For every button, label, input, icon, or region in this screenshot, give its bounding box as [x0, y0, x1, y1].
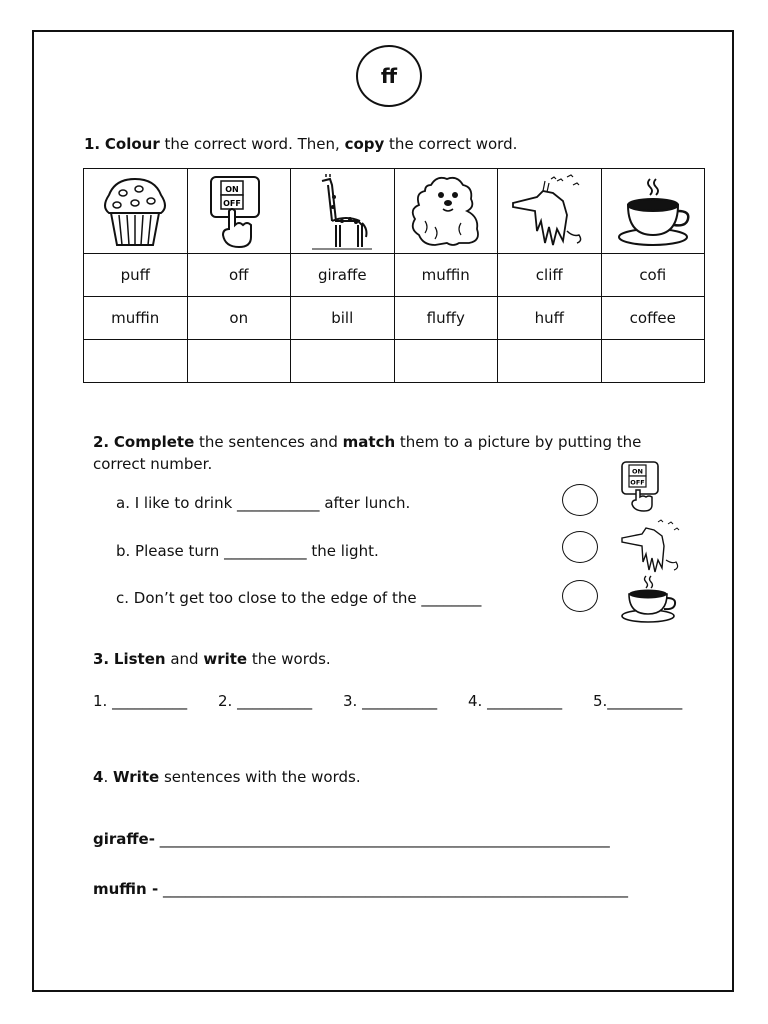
- sentence-line-giraffe[interactable]: giraffe- ____________________________________________________________: [93, 830, 610, 848]
- cliff-icon: [620, 518, 686, 576]
- listen-blank-3[interactable]: 3. __________: [343, 692, 438, 710]
- sentence-a: a. I like to drink ___________ after lunch.: [116, 494, 411, 512]
- word-cell[interactable]: cliff: [498, 254, 602, 297]
- copy-answer-cell[interactable]: [84, 340, 188, 383]
- word-cell[interactable]: puff: [84, 254, 188, 297]
- switch-cell: [187, 169, 291, 254]
- word-table: [83, 168, 705, 383]
- word-cell[interactable]: giraffe: [291, 254, 395, 297]
- copy-answer-cell[interactable]: [394, 340, 498, 383]
- coffee-cup-icon: [616, 574, 680, 624]
- word-cell[interactable]: fluffy: [394, 297, 498, 340]
- cliff-cell: [498, 169, 602, 254]
- svg-text:OFF: OFF: [630, 478, 645, 487]
- muffin-icon: [95, 171, 175, 251]
- fluffy-dog-icon: [401, 171, 491, 251]
- answer-circle-b[interactable]: [562, 531, 598, 563]
- coffee-cell: [601, 169, 705, 254]
- listen-blank-2[interactable]: 2. __________: [218, 692, 313, 710]
- copy-answer-cell[interactable]: [498, 340, 602, 383]
- giraffe-icon: [302, 171, 382, 251]
- svg-text:ON: ON: [632, 467, 643, 476]
- q3-instruction: 3. Listen and write the words.: [93, 650, 331, 668]
- word-cell[interactable]: cofi: [601, 254, 705, 297]
- coffee-cup-icon: [608, 171, 698, 251]
- q2-instruction: 2. Complete the sentences and match them to a picture by putting the: [93, 433, 642, 451]
- word-cell[interactable]: off: [187, 254, 291, 297]
- worksheet-title: ff: [380, 64, 398, 88]
- copy-answer-cell[interactable]: [187, 340, 291, 383]
- svg-text:ON: ON: [225, 185, 239, 194]
- giraffe-cell: [291, 169, 395, 254]
- svg-text:OFF: OFF: [222, 199, 241, 208]
- word-cell[interactable]: huff: [498, 297, 602, 340]
- q1-instruction: 1. Colour the correct word. Then, copy the correct word.: [84, 135, 518, 153]
- answer-circle-a[interactable]: [562, 484, 598, 516]
- word-cell[interactable]: bill: [291, 297, 395, 340]
- muffin-cell: [84, 169, 188, 254]
- listen-blank-1[interactable]: 1. __________: [93, 692, 188, 710]
- switch-icon: [618, 460, 666, 512]
- q2-instruction-line2: correct number.: [93, 455, 213, 473]
- cliff-icon: [507, 171, 591, 251]
- sentence-line-muffin[interactable]: muffin - ______________________________________________________________: [93, 880, 628, 898]
- listen-blank-4[interactable]: 4. __________: [468, 692, 563, 710]
- sentence-b: b. Please turn ___________ the light.: [116, 542, 379, 560]
- word-cell[interactable]: on: [187, 297, 291, 340]
- q4-instruction: 4. Write sentences with the words.: [93, 768, 361, 786]
- answer-circle-c[interactable]: [562, 580, 598, 612]
- word-cell[interactable]: coffee: [601, 297, 705, 340]
- word-cell[interactable]: muffin: [84, 297, 188, 340]
- title-circle: [356, 45, 422, 107]
- switch-icon: [199, 171, 279, 251]
- word-cell[interactable]: muffin: [394, 254, 498, 297]
- listen-blank-5[interactable]: 5.__________: [593, 692, 683, 710]
- sentence-c: c. Don’t get too close to the edge of the ________: [116, 589, 482, 607]
- fluffy-dog-cell: [394, 169, 498, 254]
- copy-answer-cell[interactable]: [291, 340, 395, 383]
- copy-answer-cell[interactable]: [601, 340, 705, 383]
